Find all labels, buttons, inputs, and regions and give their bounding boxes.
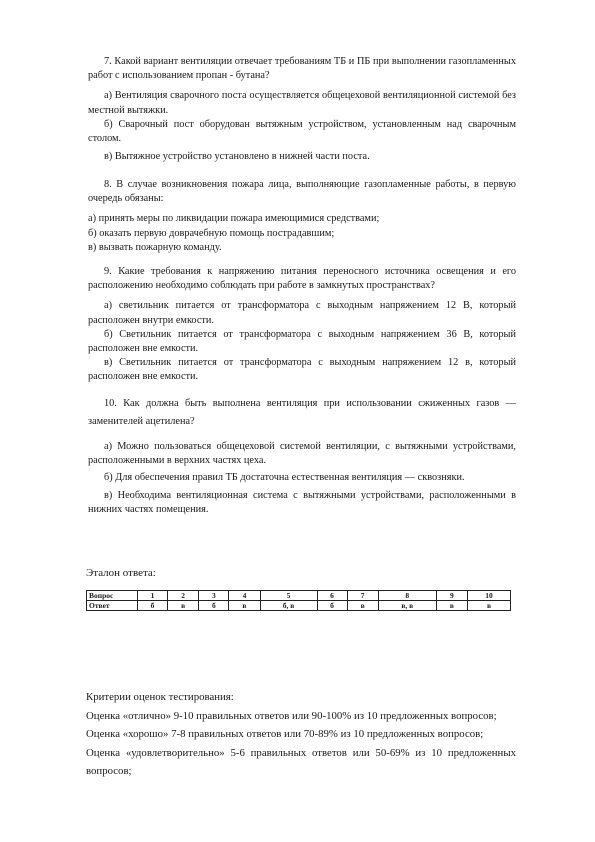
question-10 <box>88 395 516 517</box>
answer-key-question-cell: 5 <box>260 591 317 601</box>
criteria-good: Оценка «хорошо» 7-8 правильных ответов или 70-89% из 10 предложенных вопросов; <box>86 728 484 740</box>
question-10-option-b: б) Для обеспечения правил ТБ достаточна естественная вентиляция — сквозняки. <box>104 472 465 484</box>
answer-key-answer-cell: б <box>317 601 347 611</box>
grading-criteria <box>86 688 516 781</box>
question-7-text: 7. Какой вариант вентиляции отвечает требованиям ТБ и ПБ при выполнении газопламенных работ с использованием пропан - бутана? <box>88 56 516 82</box>
answer-key-question-cell: 4 <box>229 591 260 601</box>
question-8-option-b: б) оказать первую доврачебную помощь пострадавшим; <box>88 227 335 239</box>
answer-key-question-cell: 9 <box>436 591 467 601</box>
answer-key-answer-cell: в <box>229 601 260 611</box>
answer-key-question-cell: 10 <box>467 591 510 601</box>
question-7-option-c: в) Вытяжное устройство установлено в нижней части поста. <box>104 151 370 163</box>
question-10-option-c: в) Необходима вентиляционная система с вытяжными устройствами, расположенными в нижних частях помещения. <box>88 489 516 515</box>
question-7-option-a: а) Вентиляция сварочного поста осуществляется общецеховой вентиляционной системой без местной вытяжки. <box>88 90 516 116</box>
answer-key-question-row <box>87 591 511 601</box>
answer-key-row-label: Ответ <box>87 601 138 611</box>
question-9 <box>88 265 516 385</box>
question-10-text: 10. Как должна быть выполнена вентиляция при использовании сжиженных газов — заменителей ацетилена? <box>88 398 516 427</box>
answer-key-question-cell: 6 <box>317 591 347 601</box>
answer-key-answer-cell: в <box>347 601 378 611</box>
answer-key-answer-cell: б <box>199 601 229 611</box>
question-8-text: 8. В случае возникновения пожара лица, выполняющие газопламенные работы, в первую очередь обязаны: <box>88 179 516 205</box>
answer-key-question-cell: 3 <box>199 591 229 601</box>
criteria-title: Критерии оценок тестирования: <box>86 691 234 703</box>
question-10-option-a: а) Можно пользоваться общецеховой системой вентиляции, с вытяжными устройствами, расположенными в верхних частях цеха. <box>88 441 516 467</box>
criteria-excellent: Оценка «отлично» 9-10 правильных ответов или 90-100% из 10 предложенных вопросов; <box>86 709 497 722</box>
question-9-option-c: в) Светильник питается от трансформатора с выходным напряжением 12 в, который расположен вне емкости. <box>88 357 516 383</box>
answer-key-question-cell: 8 <box>378 591 436 601</box>
question-8-option-c: в) вызвать пожарную команду. <box>88 241 222 253</box>
question-9-option-b: б) Светильник питается от трансформатора с выходным напряжением 36 В, который расположен вне емкости. <box>88 328 516 355</box>
answer-key-row-label: Вопрос <box>87 591 138 601</box>
criteria-satisfactory: Оценка «удовлетворительно» 5-6 правильных ответов или 50-69% из 10 предложенных вопросов; <box>86 746 516 777</box>
answer-key-table <box>86 590 511 611</box>
question-7 <box>88 55 516 164</box>
question-8-option-a: а) принять меры по ликвидации пожара имеющимися средствами; <box>88 213 380 225</box>
answer-key-answer-row <box>87 601 511 611</box>
answer-key-title: Эталон ответа: <box>86 567 156 579</box>
question-8 <box>88 178 516 255</box>
answer-key-answer-cell: в, в <box>378 601 436 611</box>
answer-key-answer-cell: в <box>168 601 199 611</box>
question-9-option-a: а) светильник питается от трансформатора с выходным напряжением 12 В, который расположен внутри емкости. <box>88 300 516 326</box>
answer-key-question-cell: 7 <box>347 591 378 601</box>
question-7-option-b: б) Сварочный пост оборудован вытяжным устройством, установленным над сварочным столом. <box>88 118 516 145</box>
answer-key-question-cell: 2 <box>168 591 199 601</box>
question-9-text: 9. Какие требования к напряжению питания переносного источника освещения и его расположению необходимо соблюдать при работе в замкнутых пространствах? <box>88 266 516 292</box>
answer-key-answer-cell: б <box>138 601 168 611</box>
answer-key-answer-cell: б, в <box>260 601 317 611</box>
answer-key-answer-cell: в <box>436 601 467 611</box>
answer-key-question-cell: 1 <box>138 591 168 601</box>
answer-key-answer-cell: в <box>467 601 510 611</box>
